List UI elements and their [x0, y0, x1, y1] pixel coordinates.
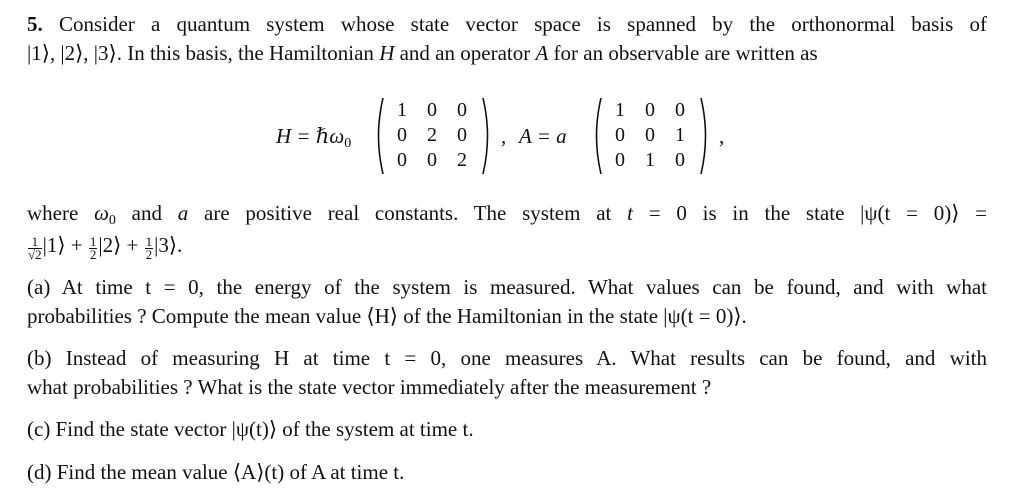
hamiltonian-matrix-entry: 0 — [397, 149, 407, 171]
operator-matrix-entry: 1 — [675, 124, 685, 146]
hamiltonian-matrix-row — [387, 123, 477, 148]
hamiltonian-label: H = ℏω$_0$ — [276, 124, 352, 151]
right-paren-icon — [699, 96, 711, 176]
operator-matrix-entry: 0 — [615, 149, 625, 171]
hamiltonian-matrix-entry: 0 — [397, 124, 407, 146]
hamiltonian-symbol: H — [379, 41, 395, 65]
equation-separator: , — [501, 124, 507, 148]
operator-label: A = a — [519, 124, 567, 148]
operator-matrix-entry: 0 — [675, 99, 685, 121]
part-a-line-2: probabilities ? Compute the mean value ⟨H⟩ of the Hamiltonian in the state |ψ(t = 0)⟩. — [27, 304, 747, 328]
hamiltonian-matrix-entry: 1 — [397, 99, 407, 121]
part-b-line-1: (b) Instead of measuring H at time t = 0, one measures A. What results can be found, and with — [27, 346, 987, 370]
matrix-equation — [0, 94, 1011, 178]
operator-matrix-entry: 0 — [645, 99, 655, 121]
equation-end-comma: , — [719, 124, 725, 148]
operator-matrix-entry: 1 — [615, 99, 625, 121]
operator-matrix — [591, 96, 713, 176]
operator-matrix-row — [605, 148, 695, 173]
hamiltonian-matrix-entry: 2 — [457, 149, 467, 171]
where-line-1: where $\omega_0$ and a are positive real constants. The system at t = 0 is in the state |ψ(t = 0)⟩ = — [27, 201, 988, 228]
hamiltonian-matrix-entry: 0 — [427, 99, 437, 121]
hamiltonian-matrix-entries — [387, 98, 477, 173]
hamiltonian-matrix-row — [387, 148, 477, 173]
right-paren-icon — [481, 96, 493, 176]
coefficient-1: $\frac{1}{√2}$ — [28, 234, 42, 262]
intro-line-1 — [27, 10, 987, 39]
hamiltonian-matrix-entry: 0 — [427, 149, 437, 171]
left-paren-icon — [373, 96, 385, 176]
hamiltonian-matrix-entry: 0 — [457, 99, 467, 121]
operator-matrix-row — [605, 98, 695, 123]
operator-matrix-entry: 0 — [615, 124, 625, 146]
problem-number: 5. — [27, 12, 43, 36]
part-d: (d) Find the mean value ⟨A⟩(t) of A at time t. — [27, 460, 405, 484]
where-line-2: $\frac{1}{√2}$ |1⟩ + $\frac{1}{2}$ |2⟩ + $\frac{1}{2}$ |3⟩. — [28, 233, 183, 262]
operator-matrix-entry: 0 — [675, 149, 685, 171]
operator-symbol: A — [535, 41, 549, 65]
left-paren-icon — [591, 96, 603, 176]
coefficient-3: $\frac{1}{2}$ — [145, 234, 153, 262]
coefficient-2: $\frac{1}{2}$ — [89, 234, 97, 262]
operator-matrix-entries — [605, 98, 695, 173]
part-a-line-1: (a) At time t = 0, the energy of the system is measured. What values can be found, and with what — [27, 275, 987, 299]
a-symbol: a — [177, 201, 189, 225]
hamiltonian-matrix-entry: 2 — [427, 124, 437, 146]
omega-symbol: $\omega_0$ — [94, 201, 116, 228]
initial-state-lhs: |ψ(t = 0)⟩ = — [860, 201, 988, 225]
operator-matrix-row — [605, 123, 695, 148]
basis-kets: |1⟩, |2⟩, |3⟩. — [27, 41, 122, 65]
operator-matrix-entry: 0 — [645, 124, 655, 146]
operator-matrix-entry: 1 — [645, 149, 655, 171]
part-b-line-2: what probabilities ? What is the state vector immediately after the measurement ? — [27, 375, 712, 399]
hamiltonian-matrix — [373, 96, 495, 176]
hamiltonian-matrix-entry: 0 — [457, 124, 467, 146]
part-c: (c) Find the state vector |ψ(t)⟩ of the system at time t. — [27, 417, 474, 441]
intro-text-1: Consider a quantum system whose state vector space is spanned by the orthonormal basis of — [58, 12, 988, 36]
intro-line-2: |1⟩, |2⟩, |3⟩. In this basis, the Hamiltonian H and an operator A for an observable are written as — [27, 41, 818, 65]
hamiltonian-matrix-row — [387, 98, 477, 123]
